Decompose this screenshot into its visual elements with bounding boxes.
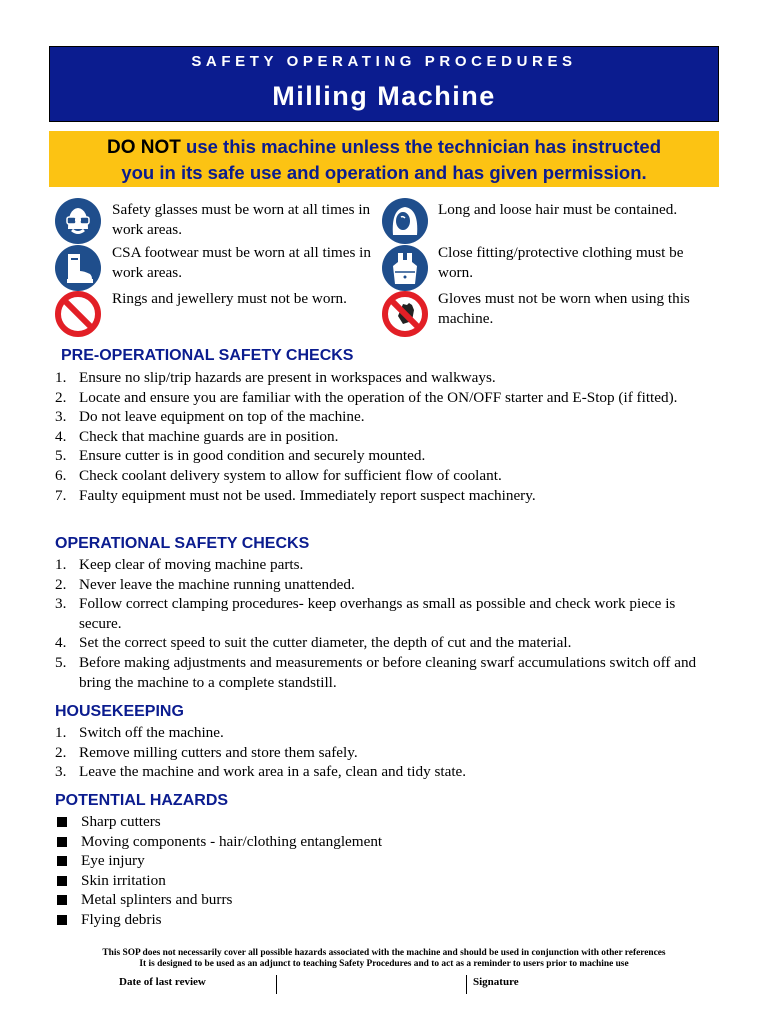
title-banner (49, 46, 719, 122)
list-item: Sharp cutters (55, 812, 655, 832)
warning-line-1 (49, 134, 719, 160)
review-divider (276, 975, 277, 994)
warning-banner (49, 131, 719, 187)
list-item: Moving components - hair/clothing entanglement (55, 832, 655, 852)
operational-heading: OPERATIONAL SAFETY CHECKS (55, 535, 310, 552)
list-item: 1. Switch off the machine. (55, 724, 224, 741)
pre-operational-heading: PRE-OPERATIONAL SAFETY CHECKS (61, 347, 354, 364)
operational-list (55, 555, 715, 692)
ppe-text-safety-glasses: Safety glasses must be worn at all times in work areas. (112, 201, 371, 238)
signature-label: Signature (473, 976, 519, 988)
disclaimer-line-2: It is designed to be used as an adjunct to teaching Safety Procedures and to act as a reminder to users prior to machine use (139, 959, 629, 969)
ppe-text-footwear: CSA footwear must be worn at all times in work areas. (112, 244, 371, 281)
safety-glasses-icon (54, 197, 102, 245)
pre-operational-list (55, 368, 715, 505)
bullet-square-icon (57, 915, 67, 925)
housekeeping-list (55, 723, 715, 782)
no-gloves-icon (381, 290, 429, 338)
list-item: 5. Before making adjustments and measurements or before cleaning swarf accumulations switch off and bring the machine to a complete standstill. (55, 653, 697, 691)
ppe-text-long-hair: Long and loose hair must be contained. (438, 201, 678, 218)
list-item: 2. Locate and ensure you are familiar with the operation of the ON/OFF starter and E-Stop (if fitted). (55, 388, 678, 406)
list-item: Metal splinters and burrs (55, 890, 655, 910)
ppe-text-clothing: Close fitting/protective clothing must be worn. (438, 244, 684, 281)
disclaimer-line-1: This SOP does not necessarily cover all possible hazards associated with the machine and should be used in conjunction with other references (102, 948, 666, 958)
signature-divider (466, 975, 467, 994)
list-item: 7. Faulty equipment must not be used. Immediately report suspect machinery. (55, 486, 536, 504)
document-title: Milling Machine (272, 81, 496, 111)
list-item: 3. Leave the machine and work area in a safe, clean and tidy state. (55, 763, 467, 781)
bullet-square-icon (57, 876, 67, 886)
list-item: 1. Ensure no slip/trip hazards are present in workspaces and walkways. (55, 369, 496, 386)
list-item: Skin irritation (55, 871, 655, 891)
list-item: 2. Never leave the machine running unattended. (55, 575, 355, 593)
list-item: 3. Do not leave equipment on top of the machine. (55, 408, 365, 426)
housekeeping-heading: HOUSEKEEPING (55, 703, 184, 720)
document-subtitle: SAFETY OPERATING PROCEDURES (191, 53, 577, 70)
hazards-heading: POTENTIAL HAZARDS (55, 792, 229, 809)
ppe-text-gloves: Gloves must not be worn when using this machine. (438, 290, 690, 327)
bullet-square-icon (57, 837, 67, 847)
bullet-square-icon (57, 856, 67, 866)
ppe-text-rings: Rings and jewellery must not be worn. (112, 290, 347, 307)
list-item: 5. Ensure cutter is in good condition and securely mounted. (55, 447, 426, 465)
warning-emphasis: DO NOT (107, 137, 181, 158)
list-item: 4. Check that machine guards are in position. (55, 427, 339, 445)
list-item: 4. Set the correct speed to suit the cutter diameter, the depth of cut and the material. (55, 634, 572, 652)
list-item: Flying debris (55, 910, 655, 930)
warning-line-1-text: use this machine unless the technician has instructed (180, 136, 661, 157)
list-item: 2. Remove milling cutters and store them safely. (55, 743, 358, 761)
bullet-square-icon (57, 895, 67, 905)
hazards-list (55, 812, 655, 930)
list-item: 3. Follow correct clamping procedures- keep overhangs as small as possible and check work piece is secure. (55, 595, 676, 632)
list-item: 6. Check coolant delivery system to allow for sufficient flow of coolant. (55, 466, 502, 484)
bullet-square-icon (57, 817, 67, 827)
list-item: Eye injury (55, 851, 655, 871)
warning-line-2: you in its safe use and operation and has given permission. (121, 162, 647, 183)
safety-boot-icon (54, 244, 102, 292)
review-date-label: Date of last review (119, 976, 206, 988)
no-rings-icon (54, 290, 102, 338)
list-item: 1. Keep clear of moving machine parts. (55, 556, 304, 573)
